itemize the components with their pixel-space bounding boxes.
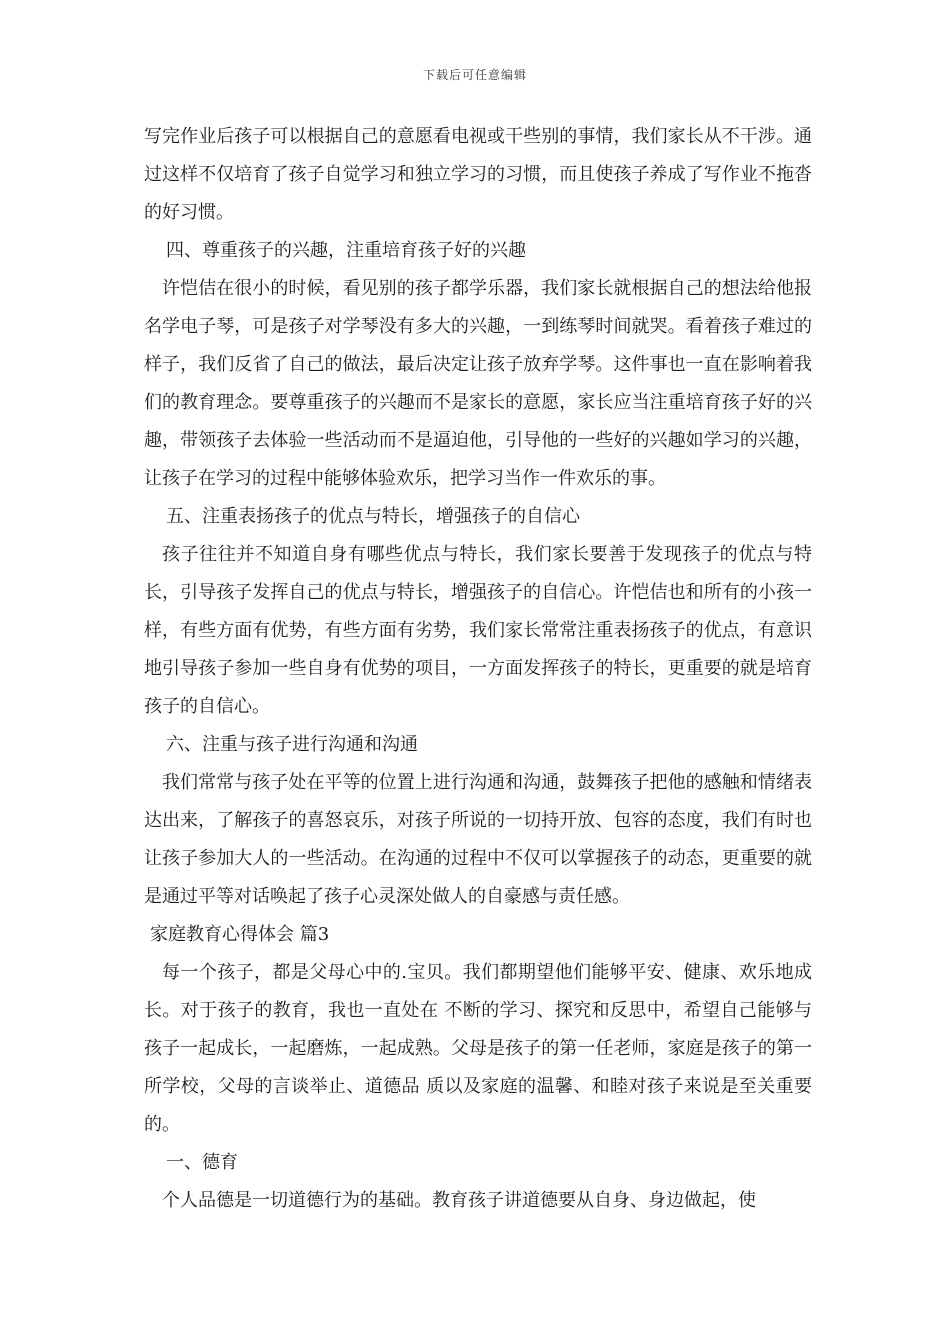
document-body [144,118,812,1220]
paragraph-moral: 个人品德是一切道德行为的基础。教育孩子讲道德要从自身、身边做起，使 [162,1190,756,1211]
section-heading-moral: 一、德育 [166,1152,238,1173]
section-heading-5: 五、注重表扬孩子的优点与特长，增强孩子的自信心 [166,506,580,527]
paragraph-interest: 许恺佶在很小的时候，看见别的孩子都学乐器，我们家长就根据自己的想法给他报名学电子琴，可是孩子对学琴没有多大的兴趣，一到练琴时间就哭。看着孩子难过的样子，我们反省了自己的做法，最后决定让孩子放弃学琴。这件事也一直在影响着我们的教育理念。要尊重孩子的兴趣而不是家长的意愿，家长应当注重培育孩子好的兴趣，带领孩子去体验一些活动而不是逼迫他，引导他的一些好的兴趣如学习的兴趣，让孩子在学习的过程中能够体验欢乐，把学习当作一件欢乐的事。 [144,278,812,489]
section-heading-4: 四、尊重孩子的兴趣，注重培育孩子好的兴趣 [166,240,526,261]
article-title: 家庭教育心得体会 篇3 [150,924,330,945]
section-heading-6: 六、注重与孩子进行沟通和沟通 [166,734,418,755]
page-header-note: 下载后可任意编辑 [422,68,527,82]
paragraph-communication: 我们常常与孩子处在平等的位置上进行沟通和沟通，鼓舞孩子把他的感触和情绪表达出来，了解孩子的喜怒哀乐，对孩子所说的一切持开放、包容的态度，我们有时也让孩子参加大人的一些活动。在沟通的过程中不仅可以掌握孩子的动态，更重要的就是通过平等对话唤起了孩子心灵深处做人的自豪感与责任感。 [144,772,812,907]
paragraph-homework: 写完作业后孩子可以根据自己的意愿看电视或干些别的事情，我们家长从不干涉。通过这样不仅培育了孩子自觉学习和独立学习的习惯，而且使孩子养成了写作业不拖沓的好习惯。 [144,126,812,223]
paragraph-intro: 每一个孩子，都是父母心中的.宝贝。我们都期望他们能够平安、健康、欢乐地成长。对于孩子的教育，我也一直处在 不断的学习、探究和反思中，希望自己能够与孩子一起成长，一起磨炼，一起成熟。父母是孩子的第一任老师，家庭是孩子的第一所学校，父母的言谈举止、道德品 质以及家庭的温馨、和睦对孩子来说是至关重要的。 [144,962,812,1135]
paragraph-strengths: 孩子往往并不知道自身有哪些优点与特长，我们家长要善于发现孩子的优点与特长，引导孩子发挥自己的优点与特长，增强孩子的自信心。许恺佶也和所有的小孩一样，有些方面有优势，有些方面有劣势，我们家长常常注重表扬孩子的优点，有意识地引导孩子参加一些自身有优势的项目，一方面发挥孩子的特长，更重要的就是培育孩子的自信心。 [144,544,812,717]
